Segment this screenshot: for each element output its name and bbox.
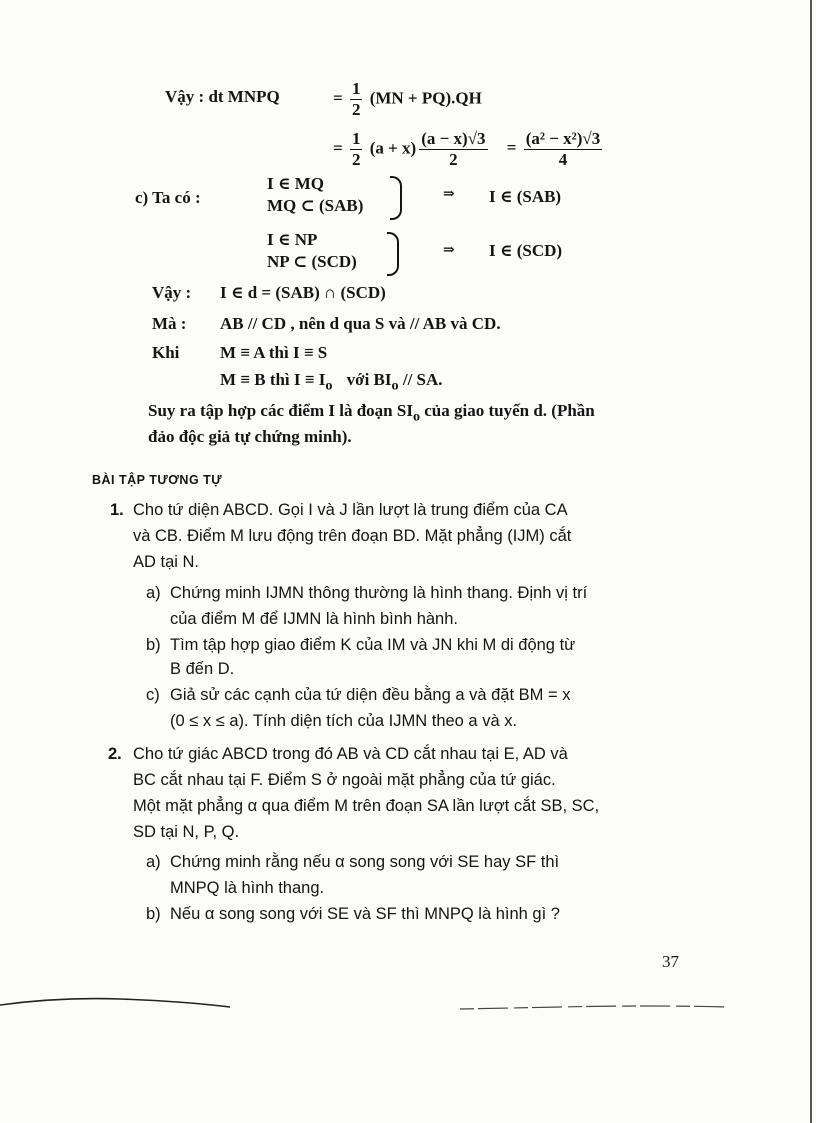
exercise-2a-line2: MNPQ là hình thang.	[170, 879, 325, 897]
implies-arrow-2: ⇒	[443, 243, 455, 258]
scan-smudge-bottom	[0, 985, 816, 1025]
exercise-2-number: 2.	[108, 745, 122, 763]
implies-arrow-1: ⇒	[443, 187, 455, 202]
equals-sign: =	[333, 88, 343, 108]
equals-sign: =	[333, 138, 343, 158]
exercise-1c-line2: (0 ≤ x ≤ a). Tính diện tích của IJMN theo a và x.	[170, 712, 518, 730]
system2-line1: I ∈ NP	[267, 230, 318, 249]
area-lhs: Vậy : dt MNPQ	[165, 87, 280, 106]
exercise-1a-line2: của điểm M để IJMN là hình bình hành.	[170, 610, 458, 628]
conclusion-line-2: đảo độc giả tự chứng minh).	[148, 427, 352, 446]
exercise-1b-line2: B đến D.	[170, 660, 235, 678]
brace-2	[387, 232, 399, 276]
khi-label: Khi	[152, 343, 180, 362]
system1-line1: I ∈ MQ	[267, 174, 324, 193]
khi-line-1: M ≡ A thì I ≡ S	[220, 343, 328, 362]
page-number: 37	[662, 952, 679, 971]
exercise-1-line2: và CB. Điểm M lưu động trên đoạn BD. Mặt phẳng (IJM) cắt	[133, 527, 572, 545]
exercise-2a-line1: Chứng minh rằng nếu α song song với SE hay SF thì	[170, 853, 560, 871]
system1-result: I ∈ (SAB)	[489, 187, 562, 206]
page-right-edge	[810, 0, 812, 1123]
area-rhs: (MN + PQ).QH	[369, 88, 482, 108]
exercise-1b-line1: Tìm tập hợp giao điểm K của IM và JN khi M di động từ	[170, 636, 576, 654]
vay-text: I ∈ d = (SAB) ∩ (SCD)	[220, 283, 386, 302]
subscript: o	[325, 377, 333, 394]
fraction-half-2	[350, 130, 363, 169]
area-line-1-rhs	[333, 80, 482, 119]
area-line-2	[333, 130, 605, 169]
exercise-2b-line1: Nếu α song song với SE và SF thì MNPQ là hình gì ?	[170, 905, 560, 923]
fraction-result	[524, 130, 603, 169]
frac-num: (a − x)√3	[421, 129, 486, 148]
exercise-1a-label: a)	[146, 584, 161, 602]
exercise-1c-line1: Giả sử các cạnh của tứ diện đều bằng a và đặt BM = x	[170, 686, 571, 704]
exercise-1b-label: b)	[146, 636, 161, 654]
frac-num: (a² − x²)√3	[525, 129, 601, 148]
exercise-2-line3: Một mặt phẳng α qua điểm M trên đoạn SA lần lượt cắt SB, SC,	[133, 797, 600, 815]
exercise-1-line3: AD tại N.	[133, 553, 200, 571]
exercise-1-line1: Cho tứ diện ABCD. Gọi I và J lần lượt là trung điểm của CA	[133, 501, 568, 519]
khi-part-a: M ≡ B thì I ≡ I	[220, 370, 326, 389]
vay-label: Vậy :	[152, 283, 192, 302]
frac-num: 1	[351, 79, 361, 98]
frac-den: 2	[351, 149, 361, 169]
brace-1	[390, 176, 402, 220]
khi-part-c: // SA.	[402, 370, 443, 389]
subscript: o	[391, 377, 399, 394]
exercise-2-line4: SD tại N, P, Q.	[133, 823, 240, 841]
system1-line2: MQ ⊂ (SAB)	[267, 196, 364, 215]
exercise-2a-label: a)	[146, 853, 161, 871]
frac-den: 4	[558, 149, 568, 169]
system2-line2: NP ⊂ (SCD)	[267, 252, 357, 271]
exercise-2-line2: BC cắt nhau tại F. Điểm S ở ngoài mặt phẳng của tứ giác.	[133, 771, 556, 789]
part-c-label: c) Ta có :	[135, 188, 201, 207]
system2-result: I ∈ (SCD)	[489, 241, 563, 260]
equals-sign: =	[506, 138, 517, 158]
khi-line-2	[220, 370, 443, 394]
frac-den: 2	[351, 99, 361, 119]
exercise-2b-label: b)	[146, 905, 161, 923]
frac-den: 2	[449, 149, 458, 169]
frac-num: 1	[351, 129, 361, 148]
conclusion-line-1	[148, 401, 595, 425]
section-title: BÀI TẬP TƯƠNG TỰ	[92, 473, 223, 487]
ma-label: Mà :	[152, 314, 187, 333]
ma-text: AB // CD , nên d qua S và // AB và CD.	[220, 314, 501, 333]
fraction-half	[350, 80, 363, 119]
exercise-1a-line1: Chứng minh IJMN thông thường là hình thang. Định vị trí	[170, 584, 588, 602]
conclusion-part-b: của giao tuyến d. (Phần	[424, 401, 595, 420]
conclusion-part-a: Suy ra tập hợp các điểm I là đoạn SI	[148, 401, 413, 420]
exercise-1c-label: c)	[146, 686, 160, 704]
factor: (a + x)	[369, 138, 417, 158]
exercise-1-number: 1.	[110, 501, 124, 519]
fraction-ax	[419, 130, 487, 169]
subscript: o	[412, 408, 421, 425]
khi-part-b: với BI	[346, 370, 392, 389]
area-line-1	[165, 87, 280, 107]
exercise-2-line1: Cho tứ giác ABCD trong đó AB và CD cắt nhau tại E, AD và	[133, 745, 568, 763]
